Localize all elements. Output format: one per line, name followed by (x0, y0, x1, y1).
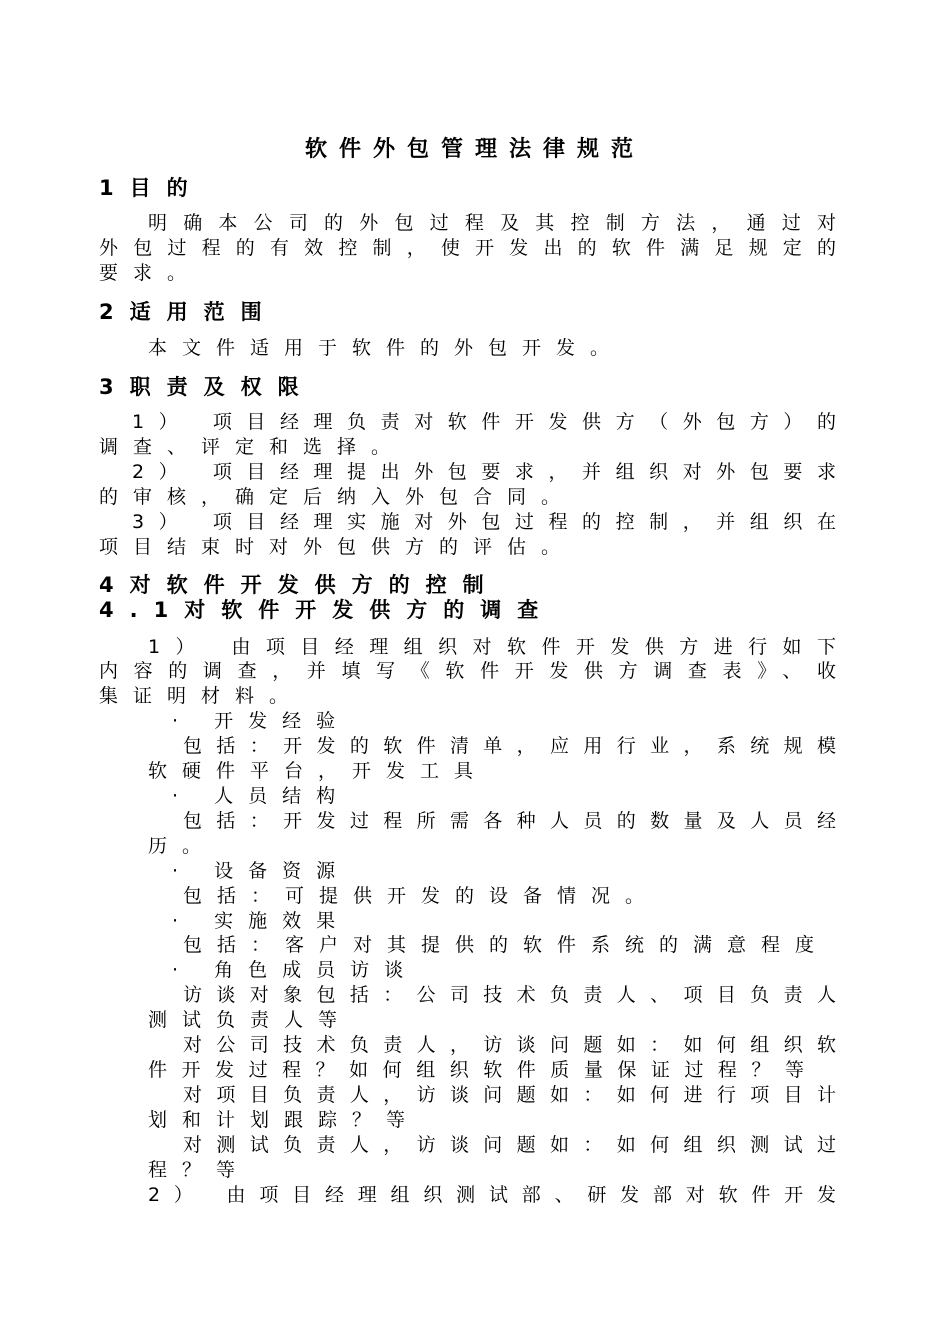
section-3-text-line: 的审核，确定后纳入外包合同。 (99, 486, 576, 508)
section-4-1-subheading: 4.1对软件开发供方的调查 (99, 598, 555, 622)
section-4-text-line: 1） 由项目经理组织对软件开发供方进行如下 (148, 636, 836, 658)
section-4-text-line: 件开发过程？如何组织软件质量保证过程？等 (148, 1059, 804, 1081)
section-4-text-line: 包括：可提供开发的设备情况。 (183, 885, 660, 907)
section-4-text-line: 划和计划跟踪？等 (148, 1109, 421, 1131)
section-4-text-line: 访谈对象包括：公司技术负责人、项目负责人 (183, 984, 836, 1006)
section-4-text-line: 对测试负责人，访谈问题如：如何组织测试过 (183, 1134, 836, 1156)
section-2-text-line: 本文件适用于软件的外包开发。 (148, 337, 625, 359)
section-3-heading: 3职责及权限 (99, 375, 315, 399)
document-title: 软件外包管理法律规范 (304, 137, 645, 162)
section-4-text-line: 内容的调查，并填写《软件开发供方调查表》、收 (99, 660, 836, 682)
section-4-text-line: 软硬件平台，开发工具 (148, 760, 489, 782)
section-3-text-line: 1） 项目经理负责对软件开发供方（外包方）的 (132, 411, 836, 433)
section-4-text-line: 历。 (148, 835, 217, 857)
bullet-item: · 实施效果 (172, 910, 351, 932)
section-4-text-line: 程？等 (148, 1159, 251, 1181)
bullet-item: · 人员结构 (172, 785, 351, 807)
section-1-heading: 1目的 (99, 176, 204, 200)
section-1-text-line: 明确本公司的外包过程及其控制方法，通过对 (148, 212, 836, 234)
section-3-text-line: 项目结束时对外包供方的评估。 (99, 536, 576, 558)
section-2-heading: 2适用范围 (99, 300, 278, 324)
section-4-heading: 4对软件开发供方的控制 (99, 573, 500, 597)
section-4-text-line: 包括：开发过程所需各种人员的数量及人员经 (183, 810, 836, 832)
section-3-text-line: 2） 项目经理提出外包要求，并组织对外包要求 (132, 461, 836, 483)
section-4-text-line: 包括：开发的软件清单，应用行业，系统规模 (183, 735, 836, 757)
section-4-text-line: 对项目负责人，访谈问题如：如何进行项目计 (183, 1084, 836, 1106)
bullet-item: · 开发经验 (172, 710, 351, 732)
bullet-item: · 设备资源 (172, 860, 351, 882)
bullet-item: · 角色成员访谈 (172, 959, 419, 981)
section-4-text-line: 测试负责人等 (148, 1009, 353, 1031)
section-4-text-line: 包括：客户对其提供的软件系统的满意程度 (183, 934, 830, 956)
section-3-text-line: 调查、评定和选择。 (99, 436, 406, 458)
section-3-text-line: 3） 项目经理实施对外包过程的控制，并组织在 (132, 511, 836, 533)
section-1-text-line: 外包过程的有效控制，使开发出的软件满足规定的 (99, 237, 836, 259)
section-1-text-line: 要求。 (99, 262, 202, 284)
section-4-text-line: 2） 由项目经理组织测试部、研发部对软件开发 (148, 1184, 836, 1206)
section-4-text-line: 集证明材料。 (99, 685, 304, 707)
section-4-text-line: 对公司技术负责人，访谈问题如：如何组织软 (183, 1034, 836, 1056)
